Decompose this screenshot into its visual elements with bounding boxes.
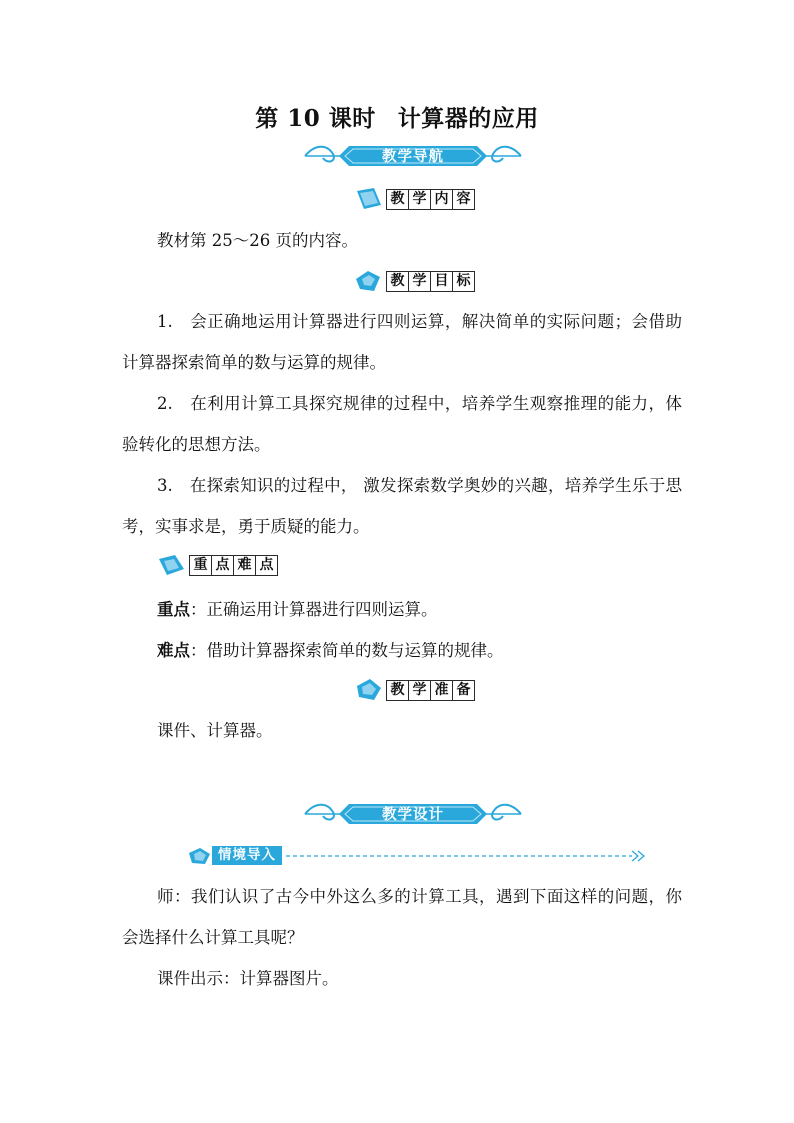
- banner-label: 教学导航: [382, 149, 444, 165]
- heading-teaching-goals: 教 学 目 标: [354, 268, 475, 294]
- target-icon: [354, 269, 384, 293]
- prep-text: 课件、计算器。: [157, 721, 273, 740]
- section-scenario-intro: [188, 845, 650, 867]
- banner-label: 教学设计: [382, 807, 444, 823]
- teacher-text: 师：我们认识了古今中外这么多的计算工具，遇到下面这样的问题，你会选择什么计算工具呢？: [122, 887, 682, 947]
- banner-teaching-guide: [301, 142, 525, 170]
- difficulty-point: 难点：借助计算器探索简单的数与运算的规律。: [157, 641, 504, 660]
- prep-icon: [354, 678, 384, 702]
- key-point: 重点：正确运用计算器进行四则运算。: [157, 600, 438, 619]
- courseware-text: 课件出示：计算器图片。: [157, 969, 339, 988]
- goal-1: 1. 会正确地运用计算器进行四则运算，解决简单的实际问题；会借助计算器探索简单的数与运算的规律。: [122, 312, 682, 372]
- heading-key-points: 重 点 难 点: [157, 552, 278, 578]
- banner-teaching-design: [301, 800, 525, 828]
- heading-teaching-content: 教 学 内 容: [354, 186, 475, 212]
- page-title: 第 10 课时 计算器的应用: [255, 105, 539, 132]
- highlight-icon: [157, 553, 187, 577]
- book-icon: [354, 187, 384, 211]
- section-label: 情境导入: [212, 846, 282, 865]
- heading-teaching-prep: 教 学 准 备: [354, 677, 475, 703]
- content-text: 教材第 25～26 页的内容。: [157, 231, 358, 250]
- goal-2: 2. 在利用计算工具探究规律的过程中，培养学生观察推理的能力，体验转化的思想方法。: [122, 394, 682, 454]
- goal-3: 3. 在探索知识的过程中， 激发探索数学奥妙的兴趣，培养学生乐于思考，实事求是，勇于质疑的能力。: [122, 476, 682, 536]
